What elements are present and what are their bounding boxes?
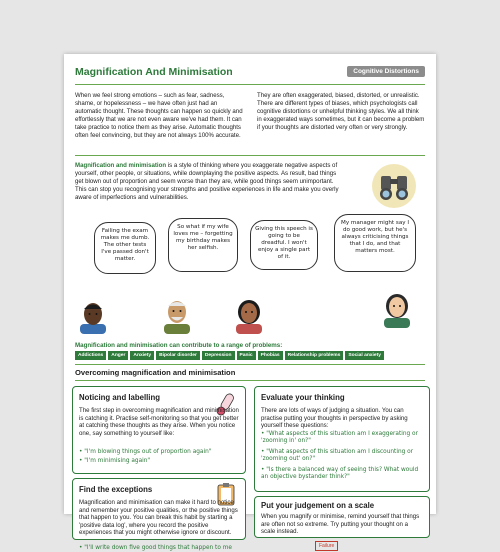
page-title: Magnification And Minimisation: [75, 66, 233, 78]
scale-label: Failure: [315, 541, 338, 551]
person-2-icon: [162, 298, 192, 334]
worksheet-page: [64, 54, 436, 551]
binoculars-icon: [372, 164, 416, 208]
noticing-text: The first step in overcoming magnification and minimisation is catching it. Practise self-monitoring so that you get better at catching these thoughts as they arise. When you notice one, say something to yourself like:: [79, 407, 239, 437]
problem-tag: Anger: [108, 351, 128, 360]
problems-title: Magnification and minimisation can contribute to a range of problems:: [75, 342, 283, 349]
header-divider: [75, 84, 425, 85]
speech-bubble-4: My manager might say I do good work, but he's always criticising things that I do, and that matters most.: [334, 214, 416, 272]
problems-divider: [75, 364, 425, 365]
speech-bubble-2: So what if my wife loves me – forgetting my birthday makes her selfish.: [168, 218, 238, 272]
category-badge: Cognitive Distortions: [347, 66, 425, 77]
evaluate-text: There are lots of ways of judging a situation. You can practise putting your thoughts in perspective by asking yourself these questions:: [261, 407, 408, 430]
definition-term: Magnification and minimisation: [75, 162, 167, 169]
speech-bubble-1: Failing the exam makes me dumb. The other tests I've passed don't matter.: [94, 222, 156, 274]
scale-title: Put your judgement on a scale: [261, 501, 375, 510]
person-1-icon: [78, 300, 108, 334]
problem-tag: Phobias: [258, 351, 283, 360]
exceptions-box: [72, 478, 246, 551]
evaluate-example-2: • "What aspects of this situation am I discounting or 'zooming out' on?": [261, 449, 414, 462]
definition-paragraph: [75, 162, 345, 202]
exceptions-title: Find the exceptions: [79, 485, 153, 494]
problem-tag: Anxiety: [130, 351, 154, 360]
problem-tag: Addictions: [75, 351, 106, 360]
exceptions-example-1: • "I'll write down five good things that happen to me: [79, 545, 232, 551]
evaluate-title: Evaluate your thinking: [261, 393, 345, 402]
noticing-box: [72, 386, 246, 474]
header: [75, 64, 425, 86]
problem-tag: Bipolar disorder: [156, 351, 200, 360]
person-4-icon: [382, 292, 412, 328]
intro-column-2: They are often exaggerated, biased, distorted, or unrealistic. There are different types of biases, which psychologists call cognitive distortions or unhelpful thinking styles. We all think in exaggerated ways sometimes, but it can become a problem if your thoughts are distorted very often or very strongly.: [257, 92, 425, 131]
definition-text: is a style of thinking where you exaggerate negative aspects of yourself, other people, or situations, while downplaying the positive aspects. As result, bad things get blown out of proportion and seem worse than they are, while good things seem unimportant. This can stop you recognising your strengths and positive experiences in life and make you overly aware of imperfections and vulnerabilities.: [75, 162, 339, 201]
noticing-example-1: • "I'm blowing things out of proportion again": [79, 449, 212, 455]
overcoming-divider: [75, 380, 425, 381]
intro-column-1: When we feel strong emotions – such as fear, sadness, shame, or hopelessness – we have often just had an automatic thought. These thoughts can happen so quickly and effortlessly that we are not even aware we've had them. It can take practice to notice them as they arise. Automatic thoughts often feel convincing, but they are not always 100% accurate.: [75, 92, 243, 139]
exceptions-text: Magnification and minimisation can make it hard to notice and remember your positive qualities, or the positive things that happen to you. You can break this habit by starting a 'positive data log', where you record the positive experiences that you might otherwise ignore or discount.: [79, 499, 238, 537]
person-3-icon: [234, 298, 264, 334]
evaluate-example-3: • "Is there a balanced way of seeing this? What would an objective bystander think?": [261, 467, 419, 480]
overcoming-title: Overcoming magnification and minimisation: [75, 368, 236, 377]
evaluate-example-1: • "What aspects of this situation am I exaggerating or 'zooming in' on?": [261, 431, 418, 444]
section-divider: [75, 155, 425, 156]
problem-tag: Panic: [237, 351, 256, 360]
problem-tag: Depression: [202, 351, 235, 360]
scale-text: When you magnify or minimise, remind yourself that things are often not so extreme. Try putting your thought on a scale instead.: [261, 513, 420, 536]
noticing-title: Noticing and labelling: [79, 393, 161, 402]
scale-box: [254, 496, 430, 549]
speech-bubble-3: Giving this speech is going to be dreadful. I won't enjoy a single part of it.: [250, 220, 318, 270]
evaluate-box: [254, 386, 430, 492]
noticing-example-2: • "I'm minimising again": [79, 458, 151, 464]
problem-tag: Relationship problems: [285, 351, 344, 360]
problem-tags: [75, 351, 425, 360]
problem-tag: Social anxiety: [345, 351, 384, 360]
